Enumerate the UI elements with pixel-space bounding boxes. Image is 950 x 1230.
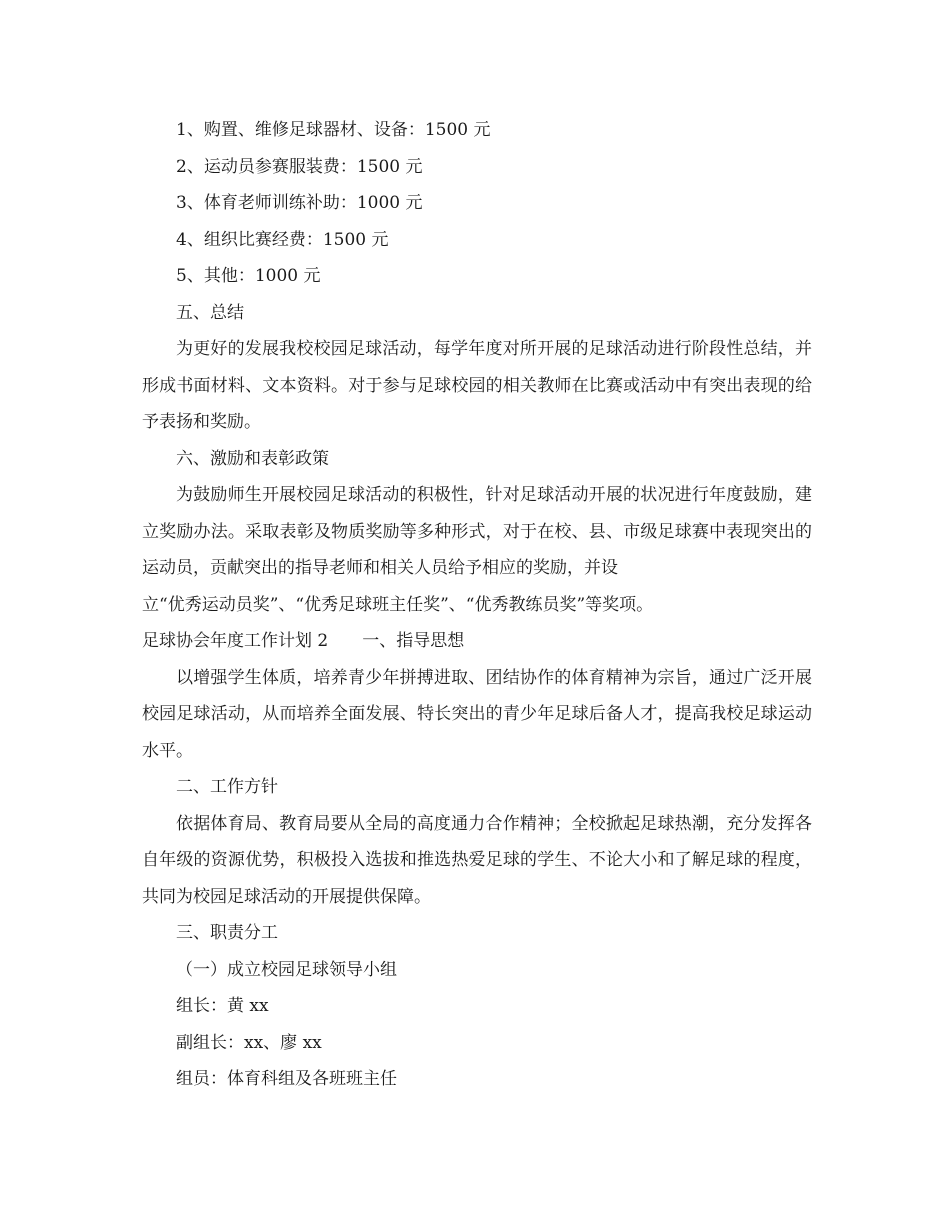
budget-item-2: 2、运动员参赛服装费：1500 元: [176, 156, 423, 177]
budget-item-1: 1、购置、维修足球器材、设备：1500 元: [176, 120, 491, 140]
budget-item-3: 3、体育老师训练补助：1000 元: [176, 193, 423, 213]
section-heading-responsibilities: 三、职责分工: [176, 923, 278, 943]
section-heading-work-policy: 二、工作方针: [176, 777, 278, 797]
section-body-incentives-end: 立“优秀运动员奖”、“优秀足球班主任奖”、“优秀教练员奖”等奖项。: [142, 594, 654, 615]
plan2-title: 足球协会年度工作计划 2: [142, 631, 329, 651]
budget-item-4: 4、组织比赛经费：1500 元: [176, 229, 389, 250]
section-body-work-policy: 依据体育局、教育局要从全局的高度通力合作精神；全校掀起足球热潮，充分发挥各自年级的资源优势，积极投入选拔和推选热爱足球的学生、不论大小和了解足球的程度，共同为校园足球活动的开展提供保障。: [142, 813, 812, 907]
plan2-title-line: [142, 623, 812, 660]
section-body-incentives: 为鼓励师生开展校园足球活动的积极性，针对足球活动开展的状况进行年度鼓励，建立奖励办法。采取表彰及物质奖励等多种形式，对于在校、县、市级足球赛中表现突出的运动员，贡献突出的指导老师和相关人员给予相应的奖励，并设: [142, 485, 812, 578]
plan2-heading-guiding-ideology: 一、指导思想: [362, 631, 465, 651]
vice-leader-line: 副组长：xx、廖 xx: [176, 1032, 322, 1053]
section-body-summary: 为更好的发展我校校园足球活动，每学年度对所开展的足球活动进行阶段性总结，并形成书面材料、文本资料。对于参与足球校园的相关教师在比赛或活动中有突出表现的给予表扬和奖励。: [142, 339, 812, 432]
leader-line: 组长：黄 xx: [176, 996, 269, 1016]
section-heading-incentives: 六、激励和表彰政策: [176, 448, 329, 469]
budget-item-5: 5、其他：1000 元: [176, 266, 321, 286]
section-heading-summary: 五、总结: [176, 302, 244, 323]
members-line: 组员：体育科组及各班班主任: [176, 1069, 397, 1089]
section-body-guiding-ideology: 以增强学生体质，培养青少年拼搏进取、团结协作的体育精神为宗旨，通过广泛开展校园足球活动，从而培养全面发展、特长突出的青少年足球后备人才，提高我校足球运动水平。: [142, 667, 812, 761]
subsection-heading-leadership-group: （一）成立校园足球领导小组: [176, 959, 397, 980]
document-content: [142, 112, 812, 1098]
